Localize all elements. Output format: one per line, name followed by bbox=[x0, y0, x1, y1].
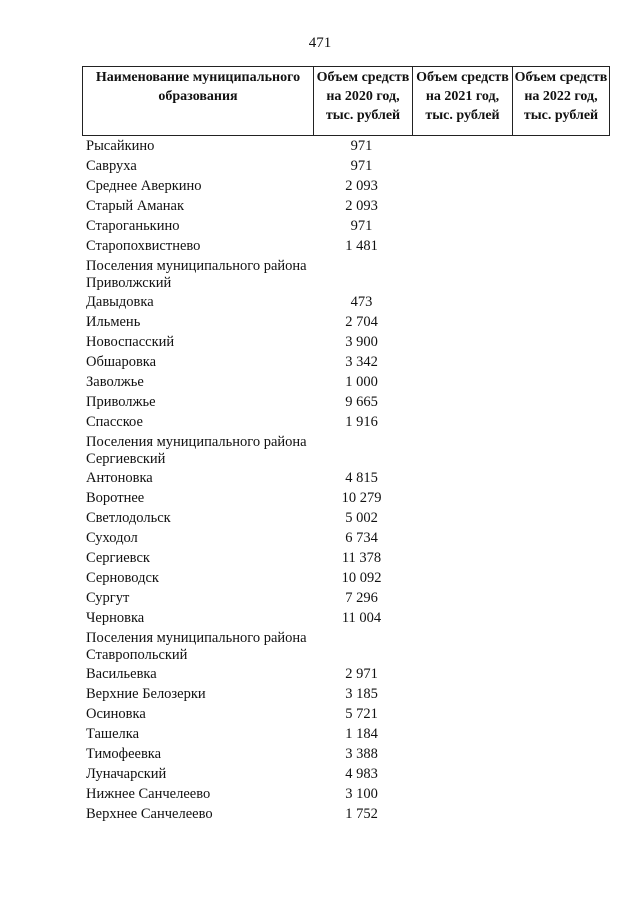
group-heading: Поселения муниципального района Ставропольский bbox=[86, 630, 307, 663]
value-2020: 11 378 bbox=[341, 549, 382, 566]
value-2020: 971 bbox=[350, 157, 373, 174]
municipality-name: Новоспасский bbox=[86, 333, 175, 350]
municipality-name: Сургут bbox=[86, 589, 130, 606]
table-row bbox=[86, 764, 610, 784]
municipality-name: Старый Аманак bbox=[86, 197, 185, 214]
municipality-name: Сергиевск bbox=[86, 549, 150, 566]
value-2020: 4 815 bbox=[345, 469, 378, 486]
value-2020: 3 185 bbox=[345, 685, 378, 702]
table-row bbox=[86, 392, 610, 412]
table-row bbox=[86, 804, 610, 824]
municipality-name: Светлодольск bbox=[86, 509, 171, 526]
value-2020: 3 388 bbox=[345, 745, 378, 762]
table-row bbox=[86, 684, 610, 704]
group-heading: Поселения муниципального района Сергиевский bbox=[86, 434, 307, 467]
group-heading-row bbox=[86, 628, 610, 664]
municipality-name: Ильмень bbox=[86, 313, 141, 330]
table-row bbox=[86, 664, 610, 684]
value-2020: 3 100 bbox=[345, 785, 378, 802]
municipality-name: Воротнее bbox=[86, 489, 145, 506]
value-2020: 1 184 bbox=[345, 725, 378, 742]
value-2020: 9 665 bbox=[345, 393, 378, 410]
header-2022: Объем средств на 2022 год, тыс. рублей bbox=[512, 67, 609, 135]
table-row bbox=[86, 784, 610, 804]
group-heading-row bbox=[86, 256, 610, 292]
value-2020: 2 704 bbox=[345, 313, 378, 330]
municipality-name: Рысайкино bbox=[86, 137, 155, 154]
municipality-name: Ташелка bbox=[86, 725, 140, 742]
value-2020: 5 002 bbox=[345, 509, 378, 526]
table-row bbox=[86, 588, 610, 608]
table-row bbox=[86, 488, 610, 508]
municipality-name: Приволжье bbox=[86, 393, 156, 410]
table-row bbox=[86, 136, 610, 156]
value-2020: 3 900 bbox=[345, 333, 378, 350]
municipality-name: Давыдовка bbox=[86, 293, 154, 310]
municipality-name: Черновка bbox=[86, 609, 145, 626]
table-row bbox=[86, 412, 610, 432]
group-heading-row bbox=[86, 432, 610, 468]
value-2020: 3 342 bbox=[345, 353, 378, 370]
municipality-name: Староганькино bbox=[86, 217, 180, 234]
value-2020: 10 279 bbox=[341, 489, 382, 506]
table-row bbox=[86, 744, 610, 764]
header-2020: Объем средств на 2020 год, тыс. рублей bbox=[313, 67, 412, 135]
table-row bbox=[86, 312, 610, 332]
table-row bbox=[86, 608, 610, 628]
municipality-name: Верхнее Санчелеево bbox=[86, 805, 213, 822]
value-2020: 1 000 bbox=[345, 373, 378, 390]
municipality-name: Васильевка bbox=[86, 665, 157, 682]
municipality-name: Тимофеевка bbox=[86, 745, 162, 762]
municipality-name: Среднее Аверкино bbox=[86, 177, 202, 194]
municipality-name: Луначарский bbox=[86, 765, 167, 782]
table-row bbox=[86, 216, 610, 236]
value-2020: 971 bbox=[350, 217, 373, 234]
table-row bbox=[86, 332, 610, 352]
value-2020: 5 721 bbox=[345, 705, 378, 722]
group-heading: Поселения муниципального района Приволжский bbox=[86, 258, 307, 291]
table-row bbox=[86, 468, 610, 488]
table-row bbox=[86, 372, 610, 392]
page-number: 471 bbox=[308, 35, 332, 51]
municipality-name: Верхние Белозерки bbox=[86, 685, 206, 702]
table-row bbox=[86, 724, 610, 744]
table-row bbox=[86, 236, 610, 256]
municipality-name: Нижнее Санчелеево bbox=[86, 785, 211, 802]
table-row bbox=[86, 528, 610, 548]
value-2020: 2 093 bbox=[345, 177, 378, 194]
table-body bbox=[86, 136, 610, 824]
value-2020: 1 916 bbox=[345, 413, 378, 430]
header-2021: Объем средств на 2021 год, тыс. рублей bbox=[412, 67, 512, 135]
table-row bbox=[86, 548, 610, 568]
municipality-name: Обшаровка bbox=[86, 353, 157, 370]
municipality-name: Антоновка bbox=[86, 469, 153, 486]
municipality-name: Заволжье bbox=[86, 373, 144, 390]
municipality-name: Осиновка bbox=[86, 705, 146, 722]
table-header bbox=[82, 66, 610, 136]
table-row bbox=[86, 196, 610, 216]
table-row bbox=[86, 568, 610, 588]
table-row bbox=[86, 352, 610, 372]
value-2020: 2 971 bbox=[345, 665, 378, 682]
value-2020: 4 983 bbox=[345, 765, 378, 782]
municipality-name: Савруха bbox=[86, 157, 137, 174]
value-2020: 6 734 bbox=[345, 529, 378, 546]
value-2020: 10 092 bbox=[341, 569, 382, 586]
table-row bbox=[86, 508, 610, 528]
header-municipality: Наименование муниципального образования bbox=[95, 70, 301, 104]
value-2020: 11 004 bbox=[341, 609, 382, 626]
table-row bbox=[86, 156, 610, 176]
table-row bbox=[86, 176, 610, 196]
value-2020: 473 bbox=[350, 293, 373, 310]
value-2020: 1 752 bbox=[345, 805, 378, 822]
table-row bbox=[86, 704, 610, 724]
table-row bbox=[86, 292, 610, 312]
municipality-name: Старопохвистнево bbox=[86, 237, 201, 254]
municipality-name: Суходол bbox=[86, 529, 138, 546]
value-2020: 2 093 bbox=[345, 197, 378, 214]
value-2020: 7 296 bbox=[345, 589, 378, 606]
value-2020: 1 481 bbox=[345, 237, 378, 254]
municipality-name: Спасское bbox=[86, 413, 143, 430]
municipality-name: Серноводск bbox=[86, 569, 159, 586]
value-2020: 971 bbox=[350, 137, 373, 154]
